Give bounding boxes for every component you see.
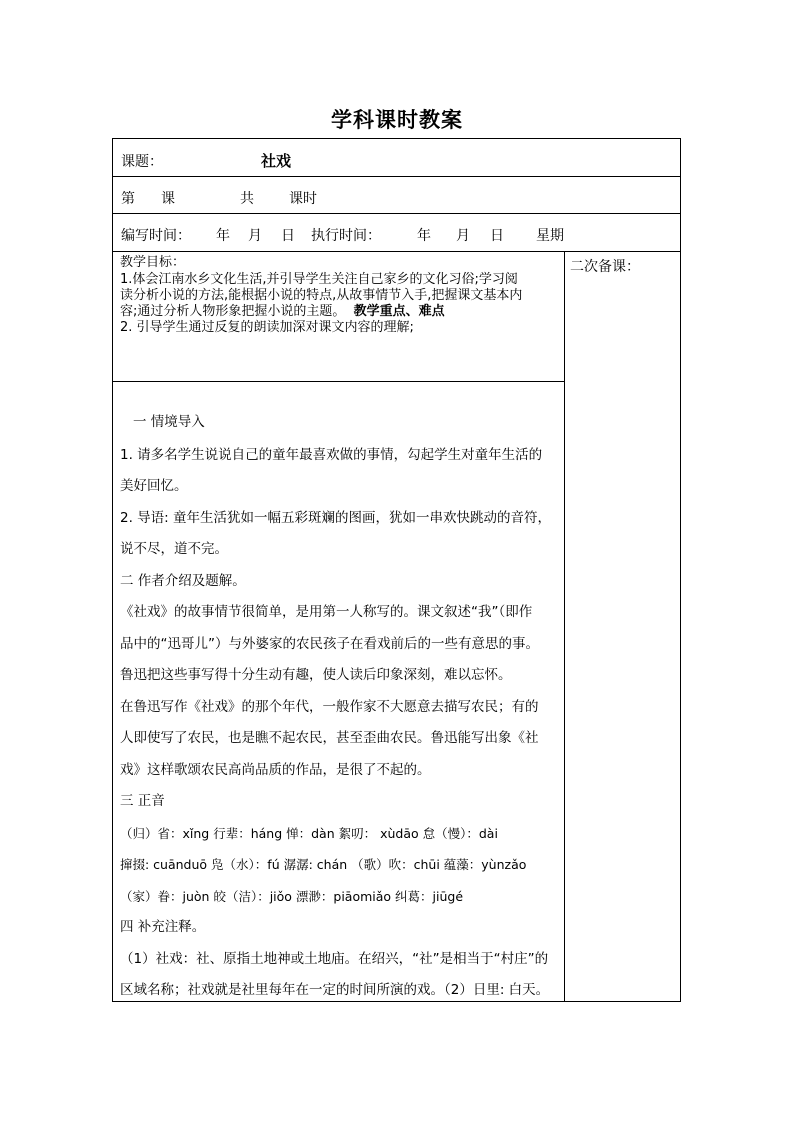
column-divider	[564, 251, 565, 1002]
body-line: 三 正音	[120, 793, 165, 809]
body-line: 区域名称；社戏就是社里每年在一定的时间所演的戏。（2）日里: 白天。	[120, 982, 550, 998]
body-line: 四 补充注释。	[120, 919, 206, 935]
goals-heading: 教学目标：	[120, 255, 186, 270]
body-line: 鲁迅把这些事写得十分生动有趣，使人读后印象深刻，难以忘怀。	[120, 667, 512, 683]
body-line: 《社戏》的故事情节很简单，是用第一人称写的。课文叙述“我”（即作	[120, 604, 533, 620]
row-divider	[113, 213, 680, 214]
body-line: 戏》这样歌颂农民高尚品质的作品，是很了不起的。	[120, 762, 431, 778]
row-divider	[113, 251, 680, 252]
body-line: 品中的“迅哥儿”）与外婆家的农民孩子在看戏前后的一些有意思的事。	[120, 636, 539, 652]
period-label-di: 第	[121, 191, 135, 207]
goals-line-2: 读分析小说的方法,能根据小说的特点,从故事情节入手,把握课文基本内	[120, 288, 523, 303]
goals-line-1: 1.体会江南水乡文化生活,并引导学生关注自己家乡的文化习俗;学习阅	[120, 272, 518, 287]
goals-line-4: 2. 引导学生通过反复的朗读加深对课文内容的理解;	[120, 320, 414, 335]
exec-time-label: 执行时间：	[311, 228, 381, 244]
topic-value: 社戏	[261, 152, 292, 170]
goals-line-3-row	[120, 304, 445, 320]
body-line: 美好回忆。	[120, 478, 188, 494]
body-line: 撺掇: cuānduō 凫（水）：fú 潺潺: chán （歌）吹：chūi 蕴藻：yùnzǎo	[120, 857, 527, 872]
document-title: 学科课时教案	[331, 107, 463, 132]
body-line: 2. 导语: 童年生活犹如一幅五彩斑斓的图画，犹如一串欢快跳动的音符，	[120, 510, 552, 526]
body-line: 二 作者介绍及题解。	[120, 573, 246, 589]
exec-day: 日	[490, 228, 504, 244]
body-line: 说不尽，道不完。	[120, 541, 228, 557]
body-line: （家）眷：juòn 皎（洁）：jiǒo 漂渺：piāomiǎo 纠葛：jiūgé	[120, 889, 464, 904]
period-label-gong: 共	[240, 191, 254, 207]
goals-line-3: 容;通过分析人物形象把握小说的主题。	[120, 304, 346, 319]
body-line: （归）省：xǐng 行辈：háng 惮：dàn 絮叨： xùdāo 怠（慢）：dài	[120, 826, 498, 841]
topic-label: 课题：	[121, 154, 163, 170]
body-line: 1. 请多名学生说说自己的童年最喜欢做的事情，勾起学生对童年生活的	[120, 447, 543, 463]
written-time-label: 编写时间：	[121, 228, 191, 244]
body-line: （1）社戏：社、原指土地神或土地庙。在绍兴，“社”是相当于“村庄”的	[120, 951, 549, 967]
written-day: 日	[281, 228, 295, 244]
exec-year: 年	[417, 228, 431, 244]
written-month: 月	[248, 228, 262, 244]
exec-weekday: 星期	[536, 228, 564, 244]
body-line: 一 情境导入	[133, 414, 205, 430]
exec-month: 月	[456, 228, 470, 244]
row-divider	[113, 176, 680, 177]
row-divider	[113, 381, 564, 382]
lesson-plan-table	[112, 138, 681, 1002]
written-year: 年	[216, 228, 230, 244]
body-line: 人即使写了农民，也是瞧不起农民，甚至歪曲农民。鲁迅能写出象《社	[120, 730, 539, 746]
key-points-heading: 教学重点、难点	[353, 304, 445, 319]
period-label-ke: 课	[161, 191, 175, 207]
body-line: 在鲁迅写作《社戏》的那个年代，一般作家不大愿意去描写农民；有的	[120, 699, 539, 715]
second-prep-label: 二次备课：	[570, 259, 640, 275]
period-label-keshi: 课时	[289, 191, 317, 207]
